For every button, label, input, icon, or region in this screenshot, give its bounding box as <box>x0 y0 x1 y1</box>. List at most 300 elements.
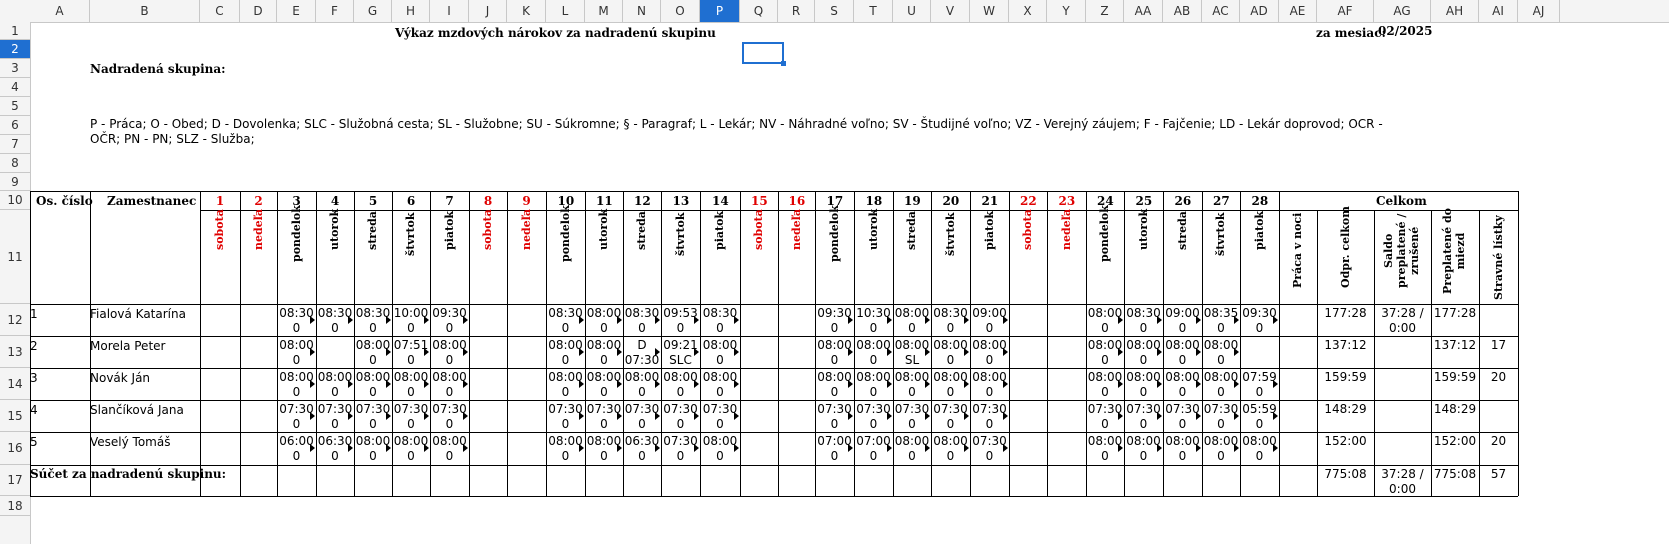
comment-marker-icon <box>848 348 853 356</box>
day-cell[interactable]: 10:30 0 <box>856 306 891 335</box>
day-name: piatok <box>442 210 456 250</box>
grid-line <box>30 400 1518 401</box>
column-header-A[interactable]: A <box>30 0 90 22</box>
grid-line <box>1431 210 1432 496</box>
day-cell[interactable]: 07:30 0 <box>1203 402 1239 431</box>
column-header-P[interactable]: P <box>700 0 740 22</box>
day-cell[interactable]: 08:00 0 <box>317 370 353 399</box>
row-header-12[interactable]: 12 <box>0 304 30 336</box>
total-cell: 37:28 / 0:00 <box>1381 306 1424 335</box>
day-cell[interactable]: 08:00 0 <box>894 306 930 335</box>
day-cell[interactable]: 07:30 0 <box>355 402 391 431</box>
row-header-1[interactable]: 1 <box>0 22 30 40</box>
day-number: 14 <box>712 194 729 208</box>
column-header-AD[interactable]: AD <box>1240 0 1279 22</box>
column-header-G[interactable]: G <box>354 0 392 22</box>
day-cell[interactable]: 08:00 0 <box>1203 370 1239 399</box>
day-cell[interactable]: 08:00 0 <box>586 338 622 367</box>
comment-marker-icon <box>1234 380 1239 388</box>
day-name: štvrtok <box>404 212 417 257</box>
total-header-text: Stravné lístky <box>1491 215 1505 301</box>
column-header-I[interactable]: I <box>430 0 469 22</box>
comment-marker-icon <box>1196 412 1201 420</box>
comment-marker-icon <box>424 316 429 324</box>
column-header-bar <box>0 0 1669 23</box>
day-number: 6 <box>406 194 416 208</box>
day-cell[interactable]: 07:30 0 <box>856 402 891 431</box>
column-header-AF[interactable]: AF <box>1317 0 1374 22</box>
day-cell[interactable]: 07:30 0 <box>663 434 698 463</box>
column-header-U[interactable]: U <box>893 0 931 22</box>
grid-line <box>1279 210 1518 211</box>
column-header-K[interactable]: K <box>507 0 546 22</box>
day-name: pondelok <box>1098 205 1111 263</box>
day-cell[interactable]: 08:00 0 <box>279 370 314 399</box>
comment-marker-icon <box>424 412 429 420</box>
day-cell[interactable]: 08:00 0 <box>1242 434 1277 463</box>
day-cell[interactable]: 08:00 0 <box>355 338 391 367</box>
grid-line <box>778 191 779 496</box>
day-cell[interactable]: 08:00 0 <box>663 370 698 399</box>
comment-marker-icon <box>1003 316 1008 324</box>
column-header-Y[interactable]: Y <box>1047 0 1086 22</box>
day-name: piatok <box>1252 210 1266 250</box>
comment-marker-icon <box>694 348 699 356</box>
day-cell[interactable]: 07:51 0 <box>393 338 429 367</box>
day-cell[interactable]: 08:00 0 <box>972 338 1007 367</box>
header-os-cislo: Os. číslo <box>36 194 93 208</box>
day-cell[interactable]: 08:00 0 <box>432 338 467 367</box>
comment-marker-icon <box>1234 412 1239 420</box>
day-cell[interactable]: 06:30 0 <box>624 434 660 463</box>
column-header-AI[interactable]: AI <box>1479 0 1518 22</box>
day-cell[interactable]: 08:00 0 <box>548 434 583 463</box>
column-header-M[interactable]: M <box>585 0 623 22</box>
total-cell: 177:28 <box>1433 306 1477 320</box>
grid-line <box>507 191 508 496</box>
column-header-Q[interactable]: Q <box>740 0 778 22</box>
day-cell[interactable]: 09:00 0 <box>972 306 1007 335</box>
day-cell[interactable]: 09:30 0 <box>1242 306 1277 335</box>
row-header-17[interactable]: 17 <box>0 465 30 496</box>
day-cell[interactable]: 07:30 0 <box>432 402 467 431</box>
comment-marker-icon <box>579 380 584 388</box>
total-cell: 20 <box>1490 434 1507 448</box>
day-cell[interactable]: 07:30 0 <box>624 402 660 431</box>
day-cell[interactable]: 08:00 0 <box>355 370 391 399</box>
employee-name: Fialová Katarína <box>90 307 186 321</box>
sum-total-cell: 775:08 <box>1433 467 1477 481</box>
day-number: 28 <box>1251 194 1269 208</box>
comment-marker-icon <box>424 348 429 356</box>
day-number: 22 <box>1020 194 1037 208</box>
total-cell: 159:59 <box>1324 370 1367 384</box>
comment-marker-icon <box>617 316 622 324</box>
comment-marker-icon <box>964 444 969 452</box>
day-cell[interactable]: 07:30 0 <box>1126 402 1161 431</box>
day-cell[interactable]: 06:30 0 <box>317 434 353 463</box>
comment-marker-icon <box>463 316 468 324</box>
day-cell[interactable]: 08:00 0 <box>393 434 429 463</box>
day-cell[interactable]: 07:30 0 <box>1165 402 1200 431</box>
day-cell[interactable]: 09:53 0 <box>663 306 698 335</box>
day-name: pondelok <box>289 205 303 263</box>
day-cell[interactable]: 08:00 0 <box>432 370 467 399</box>
comment-marker-icon <box>655 316 660 324</box>
row-header-9[interactable]: 9 <box>0 173 30 191</box>
grid-line <box>1374 210 1375 496</box>
comment-marker-icon <box>310 348 315 356</box>
row-header-13[interactable]: 13 <box>0 336 30 368</box>
comment-marker-icon <box>1234 316 1239 324</box>
grid-line <box>30 191 1518 192</box>
day-cell[interactable]: D 07:30 <box>624 338 660 367</box>
comment-marker-icon <box>848 380 853 388</box>
comment-marker-icon <box>1118 444 1123 452</box>
column-header-H[interactable]: H <box>392 0 430 22</box>
employee-id: 2 <box>30 339 38 353</box>
employee-id: 1 <box>30 307 38 321</box>
day-cell[interactable]: 07:30 0 <box>663 402 698 431</box>
day-number: 17 <box>826 194 844 208</box>
grid-line <box>30 496 1518 497</box>
day-cell[interactable]: 08:00 0 <box>702 338 738 367</box>
comment-marker-icon <box>1118 380 1123 388</box>
day-cell[interactable]: 07:30 0 <box>586 402 622 431</box>
day-cell[interactable]: 08:00 0 <box>1126 434 1161 463</box>
day-cell[interactable]: 07:30 0 <box>1087 402 1123 431</box>
legend-line-2: OČR; PN - PN; SLZ - Služba; <box>90 132 255 146</box>
day-cell[interactable]: 08:30 0 <box>933 306 968 335</box>
comment-marker-icon <box>1003 412 1008 420</box>
day-cell[interactable]: 08:00 0 <box>817 370 852 399</box>
column-header-R[interactable]: R <box>778 0 815 22</box>
comment-marker-icon <box>964 412 969 420</box>
day-cell[interactable]: 07:30 0 <box>933 402 968 431</box>
comment-marker-icon <box>424 444 429 452</box>
day-name: štvrtok <box>673 212 687 257</box>
day-cell[interactable]: 08:00 0 <box>894 434 930 463</box>
row-header-11[interactable]: 11 <box>0 210 30 304</box>
comment-marker-icon <box>887 348 892 356</box>
grid-line <box>1009 191 1010 496</box>
column-header-O[interactable]: O <box>661 0 700 22</box>
day-cell[interactable]: 08:00 0 <box>586 306 622 335</box>
employee-id: 3 <box>30 371 38 385</box>
day-number: 3 <box>292 194 301 208</box>
day-cell[interactable]: 08:00 0 <box>355 434 391 463</box>
column-header-AE[interactable]: AE <box>1279 0 1317 22</box>
day-cell[interactable]: 08:00 0 <box>933 338 968 367</box>
day-cell[interactable]: 08:00 0 <box>624 370 660 399</box>
day-number: 23 <box>1058 194 1076 208</box>
column-header-N[interactable]: N <box>623 0 661 22</box>
row-header-bar <box>0 22 31 544</box>
day-cell[interactable]: 08:00 0 <box>1165 370 1200 399</box>
grid-line <box>1479 210 1480 496</box>
comment-marker-icon <box>964 316 969 324</box>
comment-marker-icon <box>734 412 739 420</box>
total-header <box>1441 208 1467 294</box>
day-number: 11 <box>596 194 613 208</box>
comment-marker-icon <box>848 444 853 452</box>
comment-marker-icon <box>386 444 391 452</box>
day-name: streda <box>635 210 648 250</box>
column-header-F[interactable]: F <box>316 0 354 22</box>
row-header-7[interactable]: 7 <box>0 135 30 154</box>
day-cell[interactable]: 08:00 0 <box>279 338 314 367</box>
day-cell[interactable]: 08:00 0 <box>1087 434 1123 463</box>
column-header-D[interactable]: D <box>240 0 277 22</box>
comment-marker-icon <box>463 444 468 452</box>
row-header-3[interactable]: 3 <box>0 59 30 78</box>
day-cell[interactable]: 08:00 0 <box>894 370 930 399</box>
day-cell[interactable]: 08:35 0 <box>1203 306 1239 335</box>
comment-marker-icon <box>424 380 429 388</box>
row-header-14[interactable]: 14 <box>0 368 30 400</box>
header-zamestnanec: Zamestnanec <box>107 194 197 208</box>
column-header-V[interactable]: V <box>931 0 970 22</box>
comment-marker-icon <box>655 444 660 452</box>
comment-marker-icon <box>925 380 930 388</box>
day-cell[interactable]: 05:59 0 <box>1242 402 1277 431</box>
comment-marker-icon <box>1118 412 1123 420</box>
total-cell: 137:12 <box>1324 338 1367 352</box>
row-header-6[interactable]: 6 <box>0 116 30 135</box>
day-cell[interactable]: 07:00 0 <box>817 434 852 463</box>
day-cell[interactable]: 08:00 0 <box>393 370 429 399</box>
comment-marker-icon <box>1157 412 1162 420</box>
day-name: štvrtok <box>943 212 957 257</box>
comment-marker-icon <box>655 348 660 356</box>
day-number: 20 <box>942 194 960 208</box>
day-name: sobota <box>752 209 765 250</box>
comment-marker-icon <box>1196 316 1201 324</box>
day-cell[interactable]: 07:59 0 <box>1242 370 1277 399</box>
comment-marker-icon <box>1196 380 1201 388</box>
day-number: 13 <box>672 194 690 208</box>
day-cell[interactable]: 08:00 0 <box>1087 306 1123 335</box>
comment-marker-icon <box>887 380 892 388</box>
day-cell[interactable]: 08:00 0 <box>1165 434 1200 463</box>
day-cell[interactable]: 07:30 0 <box>548 402 583 431</box>
total-header-text: Saldo preplatené / zrušené <box>1381 213 1421 288</box>
day-cell[interactable]: 08:30 0 <box>317 306 353 335</box>
day-cell[interactable]: 09:21 SLC <box>663 338 698 367</box>
day-cell[interactable]: 07:30 0 <box>972 434 1007 463</box>
day-cell[interactable]: 08:00 0 <box>1087 370 1123 399</box>
day-name: utorok <box>866 208 880 250</box>
day-number: 15 <box>751 194 768 208</box>
comment-marker-icon <box>925 316 930 324</box>
day-number: 12 <box>634 194 651 208</box>
column-header-AA[interactable]: AA <box>1124 0 1163 22</box>
day-cell[interactable]: 09:30 0 <box>432 306 467 335</box>
day-name: sobota <box>213 209 226 250</box>
day-cell[interactable]: 09:30 0 <box>817 306 852 335</box>
total-header <box>1382 213 1421 287</box>
day-cell[interactable]: 08:00 0 <box>1165 338 1200 367</box>
comment-marker-icon <box>617 412 622 420</box>
day-cell[interactable]: 08:30 0 <box>355 306 391 335</box>
day-cell[interactable]: 08:00 0 <box>586 370 622 399</box>
comment-marker-icon <box>348 444 353 452</box>
day-cell[interactable]: 07:00 0 <box>856 434 891 463</box>
comment-marker-icon <box>386 348 391 356</box>
column-header-L[interactable]: L <box>546 0 585 22</box>
day-cell[interactable]: 08:30 0 <box>279 306 314 335</box>
day-cell[interactable]: 07:30 0 <box>817 402 852 431</box>
day-cell[interactable]: 08:00 0 <box>548 338 583 367</box>
row-header-4[interactable]: 4 <box>0 78 30 97</box>
total-cell: 20 <box>1490 370 1507 384</box>
column-header-C[interactable]: C <box>200 0 240 22</box>
day-cell[interactable]: 08:00 0 <box>1087 338 1123 367</box>
day-cell[interactable]: 08:00 0 <box>933 434 968 463</box>
column-header-AJ[interactable]: AJ <box>1518 0 1560 22</box>
day-cell[interactable]: 08:00 0 <box>586 434 622 463</box>
employee-name: Morela Peter <box>90 339 166 353</box>
day-cell[interactable]: 08:00 0 <box>856 370 891 399</box>
column-header-W[interactable]: W <box>970 0 1009 22</box>
column-header-AB[interactable]: AB <box>1163 0 1202 22</box>
column-header-Z[interactable]: Z <box>1086 0 1124 22</box>
comment-marker-icon <box>694 316 699 324</box>
day-name: pondelok <box>827 205 841 263</box>
month-label: za mesiac: <box>1316 26 1386 40</box>
legend-line-1: P - Práca; O - Obed; D - Dovolenka; SLC - Služobná cesta; SL - Služobne; SU - Súkromne; § - Paragraf; L - Lekár; NV - Náhradné voľno; SV - Študijné voľno; VZ - Verejný záujem; F - Fajčenie; LD - Lekár doprovod; OCR - <box>90 117 1383 131</box>
day-cell[interactable]: 08:00 0 <box>1126 370 1161 399</box>
day-cell[interactable]: 10:00 0 <box>393 306 429 335</box>
day-cell[interactable]: 08:00 0 <box>856 338 891 367</box>
comment-marker-icon <box>310 316 315 324</box>
row-header-8[interactable]: 8 <box>0 154 30 173</box>
row-header-2[interactable]: 2 <box>0 40 30 59</box>
column-header-B[interactable]: B <box>90 0 200 22</box>
row-header-18[interactable]: 18 <box>0 496 30 516</box>
grid-line <box>30 368 1518 369</box>
day-cell[interactable]: 08:00 0 <box>702 434 738 463</box>
comment-marker-icon <box>463 380 468 388</box>
day-cell[interactable]: 07:30 0 <box>317 402 353 431</box>
row-header-10[interactable]: 10 <box>0 191 30 210</box>
day-cell[interactable]: 08:00 0 <box>702 370 738 399</box>
comment-marker-icon <box>579 412 584 420</box>
day-name: utorok <box>328 208 341 250</box>
column-header-AH[interactable]: AH <box>1431 0 1479 22</box>
total-header-text: Preplatené do miezd <box>1441 207 1467 294</box>
day-cell[interactable]: 07:30 0 <box>972 402 1007 431</box>
day-cell[interactable]: 09:00 0 <box>1165 306 1200 335</box>
comment-marker-icon <box>579 348 584 356</box>
comment-marker-icon <box>1003 348 1008 356</box>
comment-marker-icon <box>348 412 353 420</box>
column-header-X[interactable]: X <box>1009 0 1047 22</box>
comment-marker-icon <box>348 316 353 324</box>
day-cell[interactable]: 07:30 0 <box>894 402 930 431</box>
total-header-text: Práca v noci <box>1291 212 1304 288</box>
total-cell: 17 <box>1490 338 1507 352</box>
day-number: 5 <box>368 194 378 208</box>
day-cell[interactable]: 07:30 0 <box>393 402 429 431</box>
day-name: nedeľa <box>251 208 265 250</box>
grid-line <box>30 432 1518 433</box>
day-cell[interactable]: 07:30 0 <box>702 402 738 431</box>
day-cell[interactable]: 08:00 0 <box>1203 434 1239 463</box>
day-cell[interactable]: 08:00 0 <box>1126 338 1161 367</box>
comment-marker-icon <box>1273 380 1278 388</box>
employee-name: Novák Ján <box>90 371 151 385</box>
day-name: nedeľa <box>519 208 533 250</box>
column-header-E[interactable]: E <box>277 0 316 22</box>
day-number: 9 <box>522 194 531 208</box>
comment-marker-icon <box>1234 348 1239 356</box>
comment-marker-icon <box>1157 444 1162 452</box>
day-cell[interactable]: 08:00 0 <box>432 434 467 463</box>
column-header-AG[interactable]: AG <box>1374 0 1431 22</box>
comment-marker-icon <box>348 380 353 388</box>
day-name: utorok <box>1136 208 1150 250</box>
day-cell[interactable]: 08:30 0 <box>702 306 738 335</box>
comment-marker-icon <box>734 444 739 452</box>
day-name: streda <box>1175 210 1189 250</box>
total-cell: 148:29 <box>1324 402 1367 416</box>
day-cell[interactable]: 08:30 0 <box>624 306 660 335</box>
day-cell[interactable]: 06:00 0 <box>279 434 314 463</box>
total-cell: 152:00 <box>1324 434 1367 448</box>
employee-id: 4 <box>30 403 38 417</box>
sum-total-cell: 775:08 <box>1324 467 1367 481</box>
row-header-15[interactable]: 15 <box>0 400 30 432</box>
day-cell[interactable]: 08:00 0 <box>548 370 583 399</box>
day-cell[interactable]: 08:00 0 <box>933 370 968 399</box>
comment-marker-icon <box>964 348 969 356</box>
day-name: piatok <box>982 210 996 250</box>
comment-marker-icon <box>617 444 622 452</box>
comment-marker-icon <box>887 444 892 452</box>
column-header-J[interactable]: J <box>469 0 507 22</box>
comment-marker-icon <box>310 412 315 420</box>
grid-line <box>30 336 1518 337</box>
day-number: 25 <box>1135 194 1153 208</box>
day-cell[interactable]: 08:00 SL <box>894 338 930 367</box>
day-cell[interactable]: 07:30 0 <box>279 402 314 431</box>
comment-marker-icon <box>694 444 699 452</box>
comment-marker-icon <box>1157 348 1162 356</box>
day-cell[interactable]: 08:30 0 <box>1126 306 1161 335</box>
report-title: Výkaz mzdových nárokov za nadradenú skupinu <box>395 26 716 40</box>
grid-line <box>1317 210 1318 496</box>
row-header-5[interactable]: 5 <box>0 97 30 116</box>
row-header-16[interactable]: 16 <box>0 432 30 465</box>
grid-line <box>1518 191 1519 496</box>
day-cell[interactable]: 08:00 0 <box>972 370 1007 399</box>
day-cell[interactable]: 08:00 0 <box>817 338 852 367</box>
day-cell[interactable]: 08:00 0 <box>1203 338 1239 367</box>
comment-marker-icon <box>848 412 853 420</box>
month-value: 02/2025 <box>1378 24 1433 38</box>
selected-cell[interactable] <box>742 42 784 64</box>
column-header-T[interactable]: T <box>854 0 893 22</box>
total-cell: 177:28 <box>1324 306 1367 320</box>
day-cell[interactable]: 08:30 0 <box>548 306 583 335</box>
comment-marker-icon <box>463 348 468 356</box>
column-header-AC[interactable]: AC <box>1202 0 1240 22</box>
comment-marker-icon <box>655 412 660 420</box>
comment-marker-icon <box>734 380 739 388</box>
column-header-S[interactable]: S <box>815 0 854 22</box>
day-number: 16 <box>788 194 806 208</box>
